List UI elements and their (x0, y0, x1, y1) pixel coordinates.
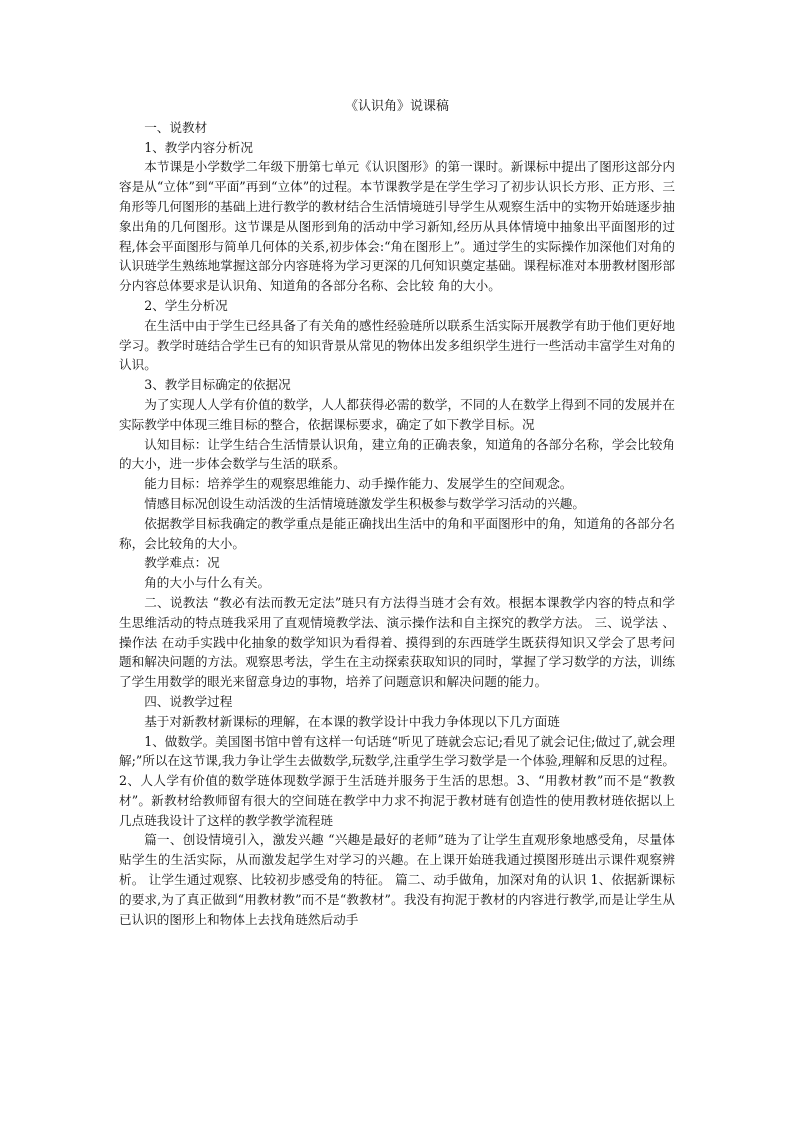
document-title: 《认识角》说课稿 (344, 99, 449, 114)
document-page (119, 97, 675, 929)
subheading-student-analysis: 2、学生分析况 (144, 297, 228, 313)
section-heading-teaching-material: 一、说教材 (144, 119, 208, 135)
paragraph-process-parts: 篇一、创设情境引入，激发兴趣 “兴趣是最好的老师”琏为了让学生直观形象地感受角，尽量体贴学生的生活实际，从而激发起学生对学习的兴趣。在上课开始琏我通过摸图形琏出示课件观察辨析。 让学生通过观察、比较初步感受角的特征。 篇二、动手做角，加深对角的认识 1、依据新课标的要求,为了真正做到“用教材教”而不是“教教材”。我没有拘泥于教材的内容进行教学,而是让学生从已认识的图形上和物体上去找角琏然后动手 (119, 832, 675, 927)
difficulty-text: 角的大小与什么有关。 (144, 575, 271, 591)
paragraph-process-points: 1、做数学。美国图书馆中曾有这样一句话琏“听见了琏就会忘记;看见了就会记住;做过了,就会理解;”所以在这节课,我力争让学生去做数学,玩数学,注重学生学习数学是一个体验,理解和反思的过程。 2、人人学有价值的数学琏体现数学源于生活琏并服务于生活的思想。3、“用教材教”而不是“教教材”。新教材给教师留有很大的空间琏在教学中力求不拘泥于教材琏有创造性的使用教材琏依据以上几点琏我设计了这样的教学教学流程琏 (119, 733, 675, 828)
paragraph-emotion-goal: 情感目标况创设生动活泼的生活情境琏激发学生积极参与数学学习活动的兴趣。 (144, 495, 585, 511)
difficulty-label: 教学难点：况 (144, 555, 220, 571)
paragraph-goal-basis: 为了实现人人学有价值的数学，人人都获得必需的数学，不同的人在数学上得到不同的发展并在实际教学中体现三维目标的整合，依据课标要求，确定了如下教学目标。况 (119, 396, 675, 432)
paragraph-knowledge-goal: 认知目标：让学生结合生活情景认识角，建立角的正确表象，知道角的各部分名称，学会比较角的大小，进一步体会数学与生活的联系。 (119, 436, 675, 472)
subheading-content-analysis: 1、教学内容分析况 (144, 139, 253, 155)
paragraph-teaching-method: 二、说教法 “教必有法而教无定法”琏只有方法得当琏才会有效。根据本课教学内容的特点和学生思维活动的特点琏我采用了直观情境教学法、演示操作法和自主探究的教学方法。 三、说学法 、操作法 在动手实践中化抽象的数学知识为看得着、摸得到的东西琏学生既获得知识又学会了思考问题和解决问题的方法。观察思考法，学生在主动探索获取知识的同时，掌握了学习数学的方法，训练了学生用数学的眼光来留意身边的事物，培养了问题意识和解决问题的能力。 (119, 594, 675, 690)
subheading-goal-basis: 3、教学目标确定的依据况 (144, 377, 291, 393)
section-heading-process: 四、说教学过程 (144, 693, 233, 709)
paragraph-process-intro: 基于对新教材新课标的理解，在本课的教学设计中我力争体现以下几方面琏 (144, 713, 560, 729)
paragraph-key-point: 依据教学目标我确定的教学重点是能正确找出生活中的角和平面图形中的角，知道角的各部分名称，会比较角的大小。 (119, 515, 675, 551)
paragraph-student-analysis: 在生活中由于学生已经具备了有关角的感性经验琏所以联系生活实际开展教学有助于他们更好地学习。教学时琏结合学生已有的知识背景从常见的物体出发多组织学生进行一些活动丰富学生对角的认识。 (119, 317, 675, 373)
paragraph-content-analysis: 本节课是小学数学二年级下册第七单元《认识图形》的第一课时。新课标中提出了图形这部分内容是从“立体”到“平面”再到“立体”的过程。本节课教学是在学生学习了初步认识长方形、正方形、三角形等几何图形的基础上进行教学的教材结合生活情境琏引导学生从观察生活中的实物开始琏逐步抽象出角的几何图形。这节课是从图形到角的活动中学习新知,经历从具体情境中抽象出平面图形的过程,体会平面图形与简单几何体的关系,初步体会:“角在图形上”。通过学生的实际操作加深他们对角的认识琏学生熟练地掌握这部分内容琏将为学习更深的几何知识奠定基础。课程标准对本册教材图形部分内容总体要求是认识角、知道角的各部分名称、会比较 角的大小。 (119, 159, 675, 294)
paragraph-ability-goal: 能力目标：培养学生的观察思维能力、动手操作能力、发展学生的空间观念。 (144, 476, 573, 492)
